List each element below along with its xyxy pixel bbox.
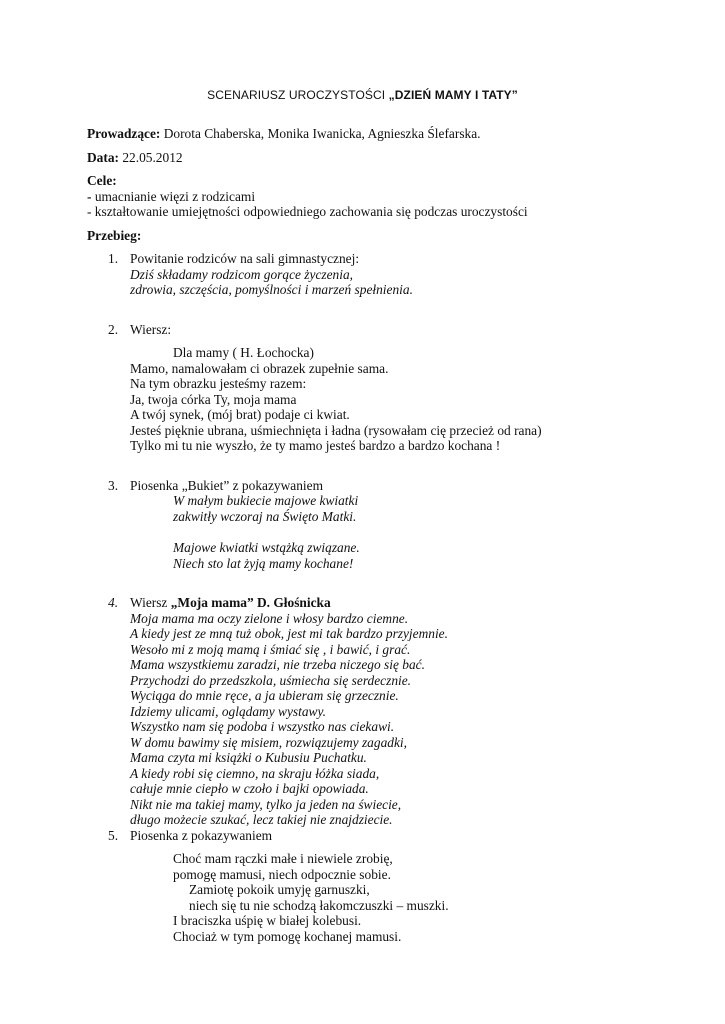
poem-line: Na tym obrazku jesteśmy razem: <box>130 376 307 391</box>
course-label: Przebieg: <box>87 227 142 243</box>
item-number: 1. <box>108 251 119 266</box>
poem-line: W domu bawimy się misiem, rozwiązujemy zagadki, <box>130 734 407 750</box>
song-line: Zamiotę pokoik umyję garnuszki, <box>189 882 370 897</box>
goal-item <box>87 189 647 205</box>
date-value: 22.05.2012 <box>118 149 183 165</box>
program-item-2 <box>87 322 647 454</box>
poem-line: całuje mnie ciepło w czoło i bajki opowiada. <box>130 781 369 796</box>
hosts-line <box>87 126 647 142</box>
song-line: Majowe kwiatki wstążką związane. <box>173 540 360 555</box>
date-label: Data: <box>87 149 119 165</box>
greeting-line: Dziś składamy rodzicom gorące życzenia, <box>130 266 354 282</box>
item-heading: Wiersz: <box>130 321 172 337</box>
poem-line: Idziemy ulicami, oglądamy wystawy. <box>130 703 326 719</box>
program-item-1 <box>87 251 647 298</box>
poem-line: Mama czyta mi książki o Kubusiu Puchatku. <box>130 750 367 765</box>
program-item-4 <box>87 595 647 828</box>
poem-line: Mama wszystkiemu zaradzi, nie trzeba niczego się bać. <box>130 657 425 672</box>
poem-line: Jesteś pięknie ubrana, uśmiechnięta i ładna (rysowałam cię przecież od rana) <box>130 422 542 438</box>
greeting-line: zdrowia, szczęścia, pomyślności i marzeń spełnienia. <box>130 282 413 297</box>
song-line: zakwitły wczoraj na Święto Matki. <box>173 508 357 524</box>
poem-line: Moja mama ma oczy zielone i włosy bardzo ciemne. <box>130 610 409 626</box>
item-heading: Powitanie rodziców na sali gimnastycznej: <box>130 251 360 266</box>
goal-text: - kształtowanie umiejętności odpowiedniego zachowania się podczas uroczystości <box>87 204 528 219</box>
goals-label: Cele: <box>87 173 117 188</box>
poem-line: Tylko mi tu nie wyszło, że ty mamo jesteś bardzo a bardzo kochana ! <box>130 438 501 453</box>
song-line: Chociaż w tym pomogę kochanej mamusi. <box>173 928 402 944</box>
program-item-5 <box>87 828 647 945</box>
poem-line: długo możecie szukać, lecz takiej nie znajdziecie. <box>130 812 393 827</box>
poem-line: Mamo, namalowałam ci obrazek zupełnie sama. <box>130 360 389 376</box>
poem-line: Przychodzi do przedszkola, uśmiecha się serdecznie. <box>130 672 412 688</box>
song-line: W małym bukiecie majowe kwiatki <box>173 493 359 508</box>
poem-line: Nikt nie ma takiej mamy, tylko ja jeden na świecie, <box>130 796 402 812</box>
item-number: 3. <box>108 477 119 493</box>
title-bold: „DZIEŃ MAMY I TATY” <box>388 88 518 102</box>
document-title <box>0 88 725 102</box>
poem-line: A kiedy robi się ciemno, na skraju łóżka siada, <box>130 765 380 781</box>
poem-line: A kiedy jest ze mną tuż obok, jest mi tak bardzo przyjemnie. <box>130 626 448 641</box>
item-number: 4. <box>108 595 119 610</box>
song-line: niech się tu nie schodzą łakomczuszki – muszki. <box>189 897 449 913</box>
item-heading-bold: „Moja mama” D. Głośnicka <box>170 595 331 610</box>
poem-title: Dla mamy ( H. Łochocka) <box>173 345 314 360</box>
song-line: Niech sto lat żyją mamy kochane! <box>173 555 354 571</box>
item-heading: Piosenka z pokazywaniem <box>130 827 273 843</box>
hosts-value: Dorota Chaberska, Monika Iwanicka, Agnieszka Ślefarska. <box>160 126 481 141</box>
program-item-3 <box>87 478 647 572</box>
poem-line: A twój synek, (mój brat) podaje ci kwiat. <box>130 407 350 422</box>
goal-text: umacnianie więzi z rodzicami <box>91 188 256 204</box>
poem-line: Wyciąga do mnie ręce, a ja ubieram się grzecznie. <box>130 688 399 703</box>
hosts-label: Prowadzące: <box>87 126 161 141</box>
document-body <box>87 126 647 944</box>
item-number: 2. <box>108 321 119 337</box>
poem-line: Wesoło mi z moją mamą i śmiać się , i bawić, i grać. <box>130 641 411 657</box>
title-plain: SCENARIUSZ UROCZYSTOŚCI <box>207 88 389 102</box>
song-line: pomogę mamusi, niech odpocznie sobie. <box>173 866 391 882</box>
song-line: Choć mam rączki małe i niewiele zrobię, <box>173 851 393 866</box>
poem-line: Wszystko nam się podoba i wszystko nas ciekawi. <box>130 719 395 734</box>
song-line: I braciszka uśpię w białej kolebusi. <box>173 913 362 928</box>
item-number: 5. <box>108 827 119 843</box>
poem-line: Ja, twoja córka Ty, moja mama <box>130 391 297 407</box>
item-heading-plain: Wiersz <box>130 595 171 610</box>
goal-item <box>87 204 647 220</box>
date-line <box>87 150 647 166</box>
goal-dash: - <box>87 188 92 204</box>
item-heading: Piosenka „Bukiet” z pokazywaniem <box>130 477 323 493</box>
